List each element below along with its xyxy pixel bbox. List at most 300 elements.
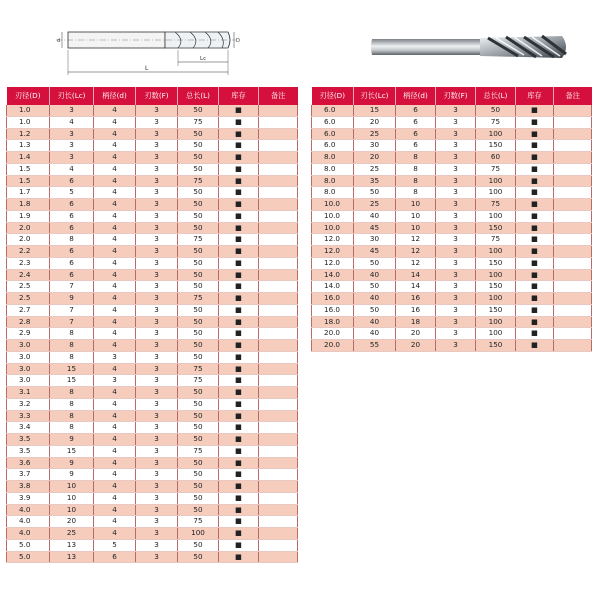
table-row bbox=[7, 340, 298, 352]
table-cell: 25 bbox=[354, 128, 396, 140]
table-cell: 3 bbox=[136, 457, 178, 469]
table-cell: 8 bbox=[396, 187, 436, 199]
table-cell: 150 bbox=[476, 304, 516, 316]
table-cell: 35 bbox=[354, 175, 396, 187]
table-cell: 8 bbox=[396, 152, 436, 164]
table-cell: 4 bbox=[94, 410, 136, 422]
table-cell: ■ bbox=[219, 163, 259, 175]
table-cell: 50 bbox=[178, 410, 219, 422]
table-cell: 4.0 bbox=[7, 528, 50, 540]
table-cell: 50 bbox=[178, 199, 219, 211]
column-header: 备注 bbox=[554, 87, 592, 105]
table-cell: 3.0 bbox=[7, 375, 50, 387]
table-cell: 3 bbox=[436, 257, 476, 269]
table-cell: ■ bbox=[219, 410, 259, 422]
table-cell: ■ bbox=[516, 187, 554, 199]
table-row bbox=[7, 246, 298, 258]
table-cell: 150 bbox=[476, 222, 516, 234]
table-cell: ■ bbox=[219, 116, 259, 128]
table-row bbox=[312, 340, 592, 352]
table-cell: 75 bbox=[476, 116, 516, 128]
table-cell: ■ bbox=[516, 340, 554, 352]
table-cell: ■ bbox=[516, 152, 554, 164]
table-cell: ■ bbox=[219, 539, 259, 551]
table-cell: ■ bbox=[516, 105, 554, 116]
table-cell bbox=[554, 116, 592, 128]
table-cell: ■ bbox=[219, 340, 259, 352]
column-header: 刃径(D) bbox=[312, 87, 354, 105]
table-cell: 50 bbox=[178, 210, 219, 222]
table-row bbox=[312, 140, 592, 152]
table-cell: 6 bbox=[50, 175, 94, 187]
table-cell: ■ bbox=[516, 257, 554, 269]
table-cell: 3 bbox=[136, 516, 178, 528]
table-cell: 3.6 bbox=[7, 457, 50, 469]
table-cell bbox=[554, 222, 592, 234]
column-header: 刃径(D) bbox=[7, 87, 50, 105]
table-cell: ■ bbox=[516, 304, 554, 316]
table-cell: ■ bbox=[219, 551, 259, 563]
table-row bbox=[7, 410, 298, 422]
table-cell: 100 bbox=[476, 210, 516, 222]
table-cell: ■ bbox=[516, 328, 554, 340]
table-cell: ■ bbox=[219, 469, 259, 481]
table-cell: 50 bbox=[178, 481, 219, 493]
table-cell: 50 bbox=[178, 304, 219, 316]
table-cell: 8.0 bbox=[312, 152, 354, 164]
table-cell: ■ bbox=[219, 328, 259, 340]
table-cell: 3 bbox=[136, 281, 178, 293]
table-cell: 4 bbox=[50, 116, 94, 128]
table-cell bbox=[554, 293, 592, 305]
table-cell: 9 bbox=[50, 469, 94, 481]
table-row bbox=[7, 528, 298, 540]
table-cell bbox=[259, 528, 298, 540]
table-cell: 4 bbox=[94, 504, 136, 516]
table-cell: 40 bbox=[354, 269, 396, 281]
table-cell: 7 bbox=[50, 304, 94, 316]
table-cell: 3 bbox=[136, 257, 178, 269]
end-mill-dimension-diagram bbox=[50, 28, 240, 76]
table-row bbox=[7, 328, 298, 340]
table-cell: ■ bbox=[219, 105, 259, 116]
table-cell: 3 bbox=[136, 234, 178, 246]
table-cell: 75 bbox=[178, 116, 219, 128]
table-cell: 1.5 bbox=[7, 175, 50, 187]
table-cell: 4 bbox=[94, 222, 136, 234]
table-cell: ■ bbox=[219, 128, 259, 140]
table-row bbox=[7, 422, 298, 434]
table-cell bbox=[259, 281, 298, 293]
table-cell: 3 bbox=[136, 293, 178, 305]
table-cell: ■ bbox=[516, 140, 554, 152]
table-cell: 3 bbox=[436, 316, 476, 328]
table-cell: 14.0 bbox=[312, 269, 354, 281]
table-cell: 3 bbox=[136, 398, 178, 410]
table-cell: 1.9 bbox=[7, 210, 50, 222]
table-cell: 4 bbox=[94, 210, 136, 222]
table-cell bbox=[554, 128, 592, 140]
table-cell: 25 bbox=[354, 199, 396, 211]
table-cell: 50 bbox=[178, 422, 219, 434]
diagram-label-d: d bbox=[57, 38, 61, 44]
table-cell: 3 bbox=[136, 422, 178, 434]
table-cell: 2.4 bbox=[7, 269, 50, 281]
table-cell: 4 bbox=[94, 328, 136, 340]
table-cell: 16 bbox=[396, 304, 436, 316]
table-cell: 3 bbox=[436, 246, 476, 258]
table-cell: 4 bbox=[94, 340, 136, 352]
table-cell: 8.0 bbox=[312, 175, 354, 187]
table-cell: 3 bbox=[436, 304, 476, 316]
table-row bbox=[312, 316, 592, 328]
table-cell: 50 bbox=[178, 398, 219, 410]
table-cell: 9 bbox=[50, 434, 94, 446]
table-cell: 10.0 bbox=[312, 199, 354, 211]
table-cell: 30 bbox=[354, 140, 396, 152]
table-cell: 4 bbox=[94, 481, 136, 493]
table-cell: 2.0 bbox=[7, 234, 50, 246]
table-row bbox=[7, 539, 298, 551]
table-cell: 3 bbox=[436, 222, 476, 234]
table-cell bbox=[259, 152, 298, 164]
table-cell: 100 bbox=[476, 269, 516, 281]
table-cell: 15 bbox=[50, 375, 94, 387]
table-header-row bbox=[7, 87, 298, 105]
table-cell: 40 bbox=[354, 328, 396, 340]
table-cell: 4 bbox=[94, 128, 136, 140]
table-cell: 10 bbox=[50, 492, 94, 504]
table-cell: ■ bbox=[219, 281, 259, 293]
spec-table-right bbox=[311, 87, 592, 352]
table-cell bbox=[259, 398, 298, 410]
table-cell: 6 bbox=[50, 269, 94, 281]
table-cell: 100 bbox=[476, 246, 516, 258]
table-cell: 2.8 bbox=[7, 316, 50, 328]
table-cell: 3 bbox=[136, 410, 178, 422]
table-cell: 75 bbox=[178, 175, 219, 187]
table-row bbox=[7, 445, 298, 457]
table-cell: 10 bbox=[50, 481, 94, 493]
table-cell: 3.8 bbox=[7, 481, 50, 493]
table-cell: 4 bbox=[94, 199, 136, 211]
table-cell: 15 bbox=[50, 445, 94, 457]
table-cell: 2.9 bbox=[7, 328, 50, 340]
table-cell: ■ bbox=[219, 445, 259, 457]
table-cell: 4 bbox=[94, 293, 136, 305]
table-cell: 18 bbox=[396, 316, 436, 328]
table-cell: 75 bbox=[178, 363, 219, 375]
table-cell: ■ bbox=[219, 387, 259, 399]
table-cell: ■ bbox=[516, 234, 554, 246]
table-cell: 40 bbox=[354, 293, 396, 305]
table-row bbox=[7, 516, 298, 528]
table-cell: 16.0 bbox=[312, 304, 354, 316]
table-cell: 1.7 bbox=[7, 187, 50, 199]
table-cell bbox=[554, 210, 592, 222]
table-cell: 5 bbox=[50, 187, 94, 199]
table-cell: 10 bbox=[50, 504, 94, 516]
table-cell: ■ bbox=[219, 187, 259, 199]
column-header: 柄径(d) bbox=[396, 87, 436, 105]
table-cell: 50 bbox=[178, 140, 219, 152]
table-cell bbox=[259, 504, 298, 516]
table-cell: 8 bbox=[50, 351, 94, 363]
table-cell: 3 bbox=[136, 105, 178, 116]
table-cell: 3 bbox=[136, 328, 178, 340]
table-cell: 3.1 bbox=[7, 387, 50, 399]
table-cell: ■ bbox=[516, 199, 554, 211]
table-cell: 20 bbox=[354, 152, 396, 164]
table-cell: 50 bbox=[178, 551, 219, 563]
table-cell: 4 bbox=[94, 316, 136, 328]
table-cell: 3 bbox=[136, 551, 178, 563]
table-cell: 4 bbox=[94, 363, 136, 375]
table-cell: ■ bbox=[516, 246, 554, 258]
table-cell: ■ bbox=[219, 398, 259, 410]
table-row bbox=[312, 293, 592, 305]
table-cell: 50 bbox=[178, 492, 219, 504]
table-cell bbox=[259, 199, 298, 211]
table-cell: 20 bbox=[50, 516, 94, 528]
table-cell bbox=[259, 410, 298, 422]
table-cell: 12 bbox=[396, 246, 436, 258]
table-row bbox=[312, 187, 592, 199]
table-cell: 25 bbox=[354, 163, 396, 175]
table-cell: 18.0 bbox=[312, 316, 354, 328]
table-cell: 3 bbox=[436, 328, 476, 340]
diagram-label-D: D bbox=[236, 38, 240, 44]
table-cell: 3 bbox=[50, 140, 94, 152]
table-cell: 75 bbox=[476, 234, 516, 246]
table-cell bbox=[554, 340, 592, 352]
table-cell bbox=[259, 539, 298, 551]
table-cell: ■ bbox=[219, 293, 259, 305]
table-cell: ■ bbox=[219, 363, 259, 375]
table-cell: 4 bbox=[94, 246, 136, 258]
table-cell: 50 bbox=[178, 269, 219, 281]
table-cell: 10 bbox=[396, 222, 436, 234]
table-cell: 16 bbox=[396, 293, 436, 305]
table-cell: ■ bbox=[516, 175, 554, 187]
table-cell: 3.0 bbox=[7, 363, 50, 375]
table-cell: 3 bbox=[436, 281, 476, 293]
table-cell: 3.5 bbox=[7, 434, 50, 446]
table-cell: ■ bbox=[516, 210, 554, 222]
table-cell bbox=[259, 328, 298, 340]
table-cell: 20 bbox=[354, 116, 396, 128]
table-cell bbox=[554, 257, 592, 269]
table-cell bbox=[259, 269, 298, 281]
table-cell: 4.0 bbox=[7, 504, 50, 516]
table-cell: 4 bbox=[94, 387, 136, 399]
table-cell bbox=[554, 152, 592, 164]
table-cell bbox=[259, 316, 298, 328]
table-cell: 3 bbox=[136, 375, 178, 387]
table-cell: 7 bbox=[50, 316, 94, 328]
table-cell: 50 bbox=[178, 187, 219, 199]
table-row bbox=[312, 210, 592, 222]
table-cell bbox=[259, 422, 298, 434]
table-cell: 3 bbox=[136, 481, 178, 493]
table-cell bbox=[259, 116, 298, 128]
table-cell: 3 bbox=[136, 175, 178, 187]
table-cell: 100 bbox=[476, 175, 516, 187]
table-cell bbox=[259, 551, 298, 563]
table-cell: 4 bbox=[94, 457, 136, 469]
table-cell bbox=[259, 175, 298, 187]
table-cell: 3 bbox=[436, 105, 476, 116]
table-row bbox=[7, 163, 298, 175]
table-cell: 4 bbox=[50, 163, 94, 175]
table-cell: 50 bbox=[476, 105, 516, 116]
table-cell: 4 bbox=[94, 469, 136, 481]
table-cell bbox=[259, 351, 298, 363]
table-cell: 100 bbox=[476, 293, 516, 305]
table-cell: 20.0 bbox=[312, 328, 354, 340]
table-cell: ■ bbox=[516, 269, 554, 281]
table-row bbox=[7, 152, 298, 164]
table-cell: 50 bbox=[178, 257, 219, 269]
table-row bbox=[7, 128, 298, 140]
table-cell: 3 bbox=[136, 434, 178, 446]
column-header: 库存 bbox=[516, 87, 554, 105]
table-cell: 50 bbox=[178, 469, 219, 481]
table-cell: 30 bbox=[354, 234, 396, 246]
table-cell: 3 bbox=[436, 116, 476, 128]
table-cell: 50 bbox=[178, 539, 219, 551]
table-cell bbox=[554, 328, 592, 340]
table-cell bbox=[259, 469, 298, 481]
table-cell bbox=[259, 222, 298, 234]
table-row bbox=[312, 199, 592, 211]
table-cell: 4 bbox=[94, 140, 136, 152]
table-cell: ■ bbox=[219, 222, 259, 234]
table-row bbox=[7, 469, 298, 481]
table-cell bbox=[554, 304, 592, 316]
table-cell bbox=[554, 246, 592, 258]
table-cell: 50 bbox=[178, 246, 219, 258]
table-cell: 50 bbox=[178, 328, 219, 340]
table-cell bbox=[259, 304, 298, 316]
table-cell bbox=[259, 481, 298, 493]
table-cell bbox=[259, 140, 298, 152]
table-cell bbox=[259, 363, 298, 375]
table-cell: 4 bbox=[94, 304, 136, 316]
table-cell: 150 bbox=[476, 257, 516, 269]
table-cell: 4 bbox=[94, 434, 136, 446]
table-cell: 2.2 bbox=[7, 246, 50, 258]
table-cell: 10.0 bbox=[312, 222, 354, 234]
table-cell: 4 bbox=[94, 152, 136, 164]
table-row bbox=[312, 281, 592, 293]
table-row bbox=[7, 105, 298, 116]
table-cell: 3 bbox=[136, 222, 178, 234]
table-cell: 8 bbox=[396, 163, 436, 175]
table-cell: 3 bbox=[436, 199, 476, 211]
table-cell: 5 bbox=[94, 539, 136, 551]
table-cell: 4 bbox=[94, 269, 136, 281]
table-row bbox=[312, 304, 592, 316]
table-cell: 3 bbox=[136, 445, 178, 457]
table-cell: 12.0 bbox=[312, 234, 354, 246]
table-cell: ■ bbox=[219, 528, 259, 540]
table-cell bbox=[259, 128, 298, 140]
table-cell bbox=[554, 281, 592, 293]
table-cell: 3 bbox=[436, 152, 476, 164]
table-cell: 3 bbox=[136, 539, 178, 551]
column-header: 总长(L) bbox=[476, 87, 516, 105]
table-cell bbox=[259, 457, 298, 469]
table-row bbox=[7, 175, 298, 187]
table-cell: 3 bbox=[94, 351, 136, 363]
table-cell: ■ bbox=[219, 434, 259, 446]
table-cell: 2.0 bbox=[7, 222, 50, 234]
table-cell bbox=[259, 105, 298, 116]
table-cell: 20.0 bbox=[312, 340, 354, 352]
table-row bbox=[7, 375, 298, 387]
table-cell: 8 bbox=[50, 410, 94, 422]
table-cell: 1.0 bbox=[7, 116, 50, 128]
table-cell: 6 bbox=[94, 551, 136, 563]
table-row bbox=[7, 363, 298, 375]
table-cell bbox=[259, 293, 298, 305]
table-cell: 3 bbox=[136, 128, 178, 140]
table-cell: 50 bbox=[178, 105, 219, 116]
table-cell: 3 bbox=[136, 152, 178, 164]
table-cell: 8 bbox=[50, 340, 94, 352]
table-cell: ■ bbox=[219, 516, 259, 528]
table-cell: 4 bbox=[94, 281, 136, 293]
table-cell: 13 bbox=[50, 551, 94, 563]
table-cell: 3 bbox=[136, 163, 178, 175]
table-cell: 75 bbox=[178, 293, 219, 305]
table-row bbox=[7, 222, 298, 234]
table-cell: 100 bbox=[178, 528, 219, 540]
table-cell: 4 bbox=[94, 163, 136, 175]
diagram-label-Lc: Lc bbox=[200, 56, 207, 62]
table-cell: 1.4 bbox=[7, 152, 50, 164]
table-cell: 50 bbox=[354, 187, 396, 199]
table-cell: 40 bbox=[354, 316, 396, 328]
column-header: 刃数(F) bbox=[136, 87, 178, 105]
table-cell: 3 bbox=[136, 528, 178, 540]
table-cell: ■ bbox=[219, 246, 259, 258]
table-cell: 100 bbox=[476, 128, 516, 140]
table-cell: ■ bbox=[219, 375, 259, 387]
table-row bbox=[7, 316, 298, 328]
table-cell bbox=[259, 163, 298, 175]
table-cell: 50 bbox=[178, 163, 219, 175]
table-row bbox=[7, 140, 298, 152]
table-cell: 75 bbox=[178, 375, 219, 387]
table-row bbox=[312, 246, 592, 258]
table-row bbox=[7, 257, 298, 269]
table-cell: 3.3 bbox=[7, 410, 50, 422]
table-cell: 50 bbox=[178, 222, 219, 234]
table-cell: 1.2 bbox=[7, 128, 50, 140]
table-row bbox=[7, 387, 298, 399]
table-cell: 3 bbox=[436, 340, 476, 352]
table-cell: 2.5 bbox=[7, 281, 50, 293]
table-cell bbox=[554, 234, 592, 246]
table-row bbox=[312, 175, 592, 187]
table-row bbox=[7, 234, 298, 246]
table-cell: 6 bbox=[396, 105, 436, 116]
table-cell: 50 bbox=[354, 257, 396, 269]
table-cell: 6.0 bbox=[312, 105, 354, 116]
table-cell: 5.0 bbox=[7, 551, 50, 563]
